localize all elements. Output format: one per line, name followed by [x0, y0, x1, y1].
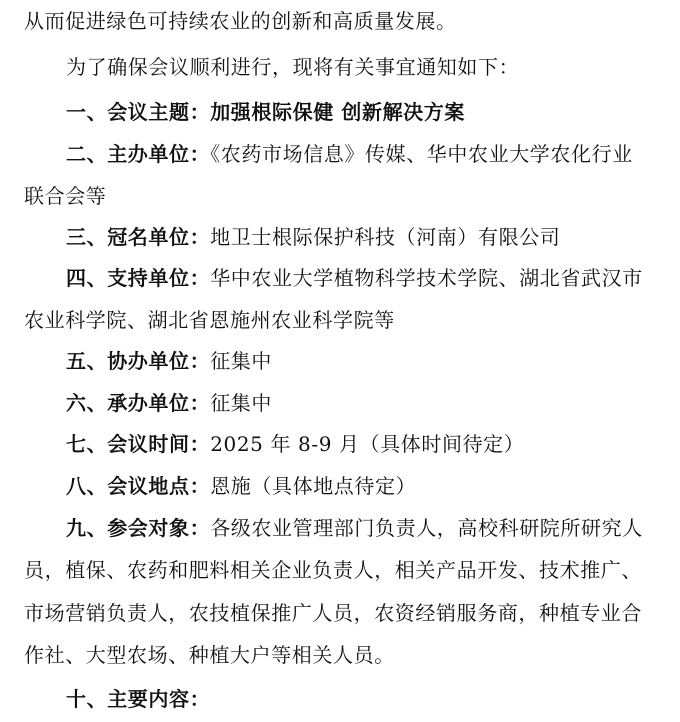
item-location [66, 471, 672, 501]
item-attendees-content-line3: 市场营销负责人，农技植保推广人员，农资经销服务商，种植专业合 [24, 601, 642, 625]
item-host-content-line2: 联合会等 [24, 184, 107, 208]
item-organizer-heading: 六、承办单位： [66, 391, 211, 415]
notice-intro-text: 为了确保会议顺利进行，现将有关事宜通知如下： [66, 55, 520, 79]
item-support [66, 263, 672, 293]
item-support-content-line2: 农业科学院、湖北省恩施州农业科学院等 [24, 308, 395, 332]
item-attendees-content-line4: 作社、大型农场、种植大户等相关人员。 [24, 643, 395, 667]
item-organizer-content: 征集中 [210, 391, 273, 415]
item-host [66, 139, 672, 169]
item-theme [66, 97, 672, 127]
item-theme-heading: 一、会议主题： [66, 100, 211, 124]
intro-tail-text: 从而促进绿色可持续农业的创新和高质量发展。 [24, 9, 457, 33]
item-attendees-content-line2: 员，植保、农药和肥料相关企业负责人，相关产品开发、技术推广、 [24, 558, 642, 582]
item-support-heading: 四、支持单位： [66, 266, 211, 290]
item-co-organizer-content: 征集中 [210, 349, 273, 373]
item-location-heading: 八、会议地点： [66, 474, 211, 498]
item-attendees-content-line1: 各级农业管理部门负责人，高校科研院所研究人 [210, 516, 643, 540]
item-time-heading: 七、会议时间： [66, 432, 211, 456]
item-time [66, 429, 672, 459]
item-title-sponsor [66, 222, 672, 252]
item-title-sponsor-heading: 三、冠名单位： [66, 225, 211, 249]
item-organizer [66, 388, 672, 418]
item-main-content-heading: 十、主要内容： [66, 687, 211, 711]
item-time-content: 2025 年 8-9 月（具体时间待定） [210, 432, 525, 456]
item-host-content-line1: 《农药市场信息》传媒、华中农业大学农化行业 [210, 142, 633, 166]
item-host-heading: 二、主办单位： [66, 142, 211, 166]
item-co-organizer-heading: 五、协办单位： [66, 349, 211, 373]
item-theme-content: 加强根际保健 创新解决方案 [210, 100, 465, 124]
item-attendees-heading: 九、参会对象： [66, 516, 211, 540]
item-support-content-line1: 华中农业大学植物科学技术学院、湖北省武汉市 [210, 266, 643, 290]
item-co-organizer [66, 346, 672, 376]
item-title-sponsor-content: 地卫士根际保护科技（河南）有限公司 [210, 225, 561, 249]
item-location-content: 恩施（具体地点待定） [210, 474, 417, 498]
item-attendees [66, 513, 672, 543]
